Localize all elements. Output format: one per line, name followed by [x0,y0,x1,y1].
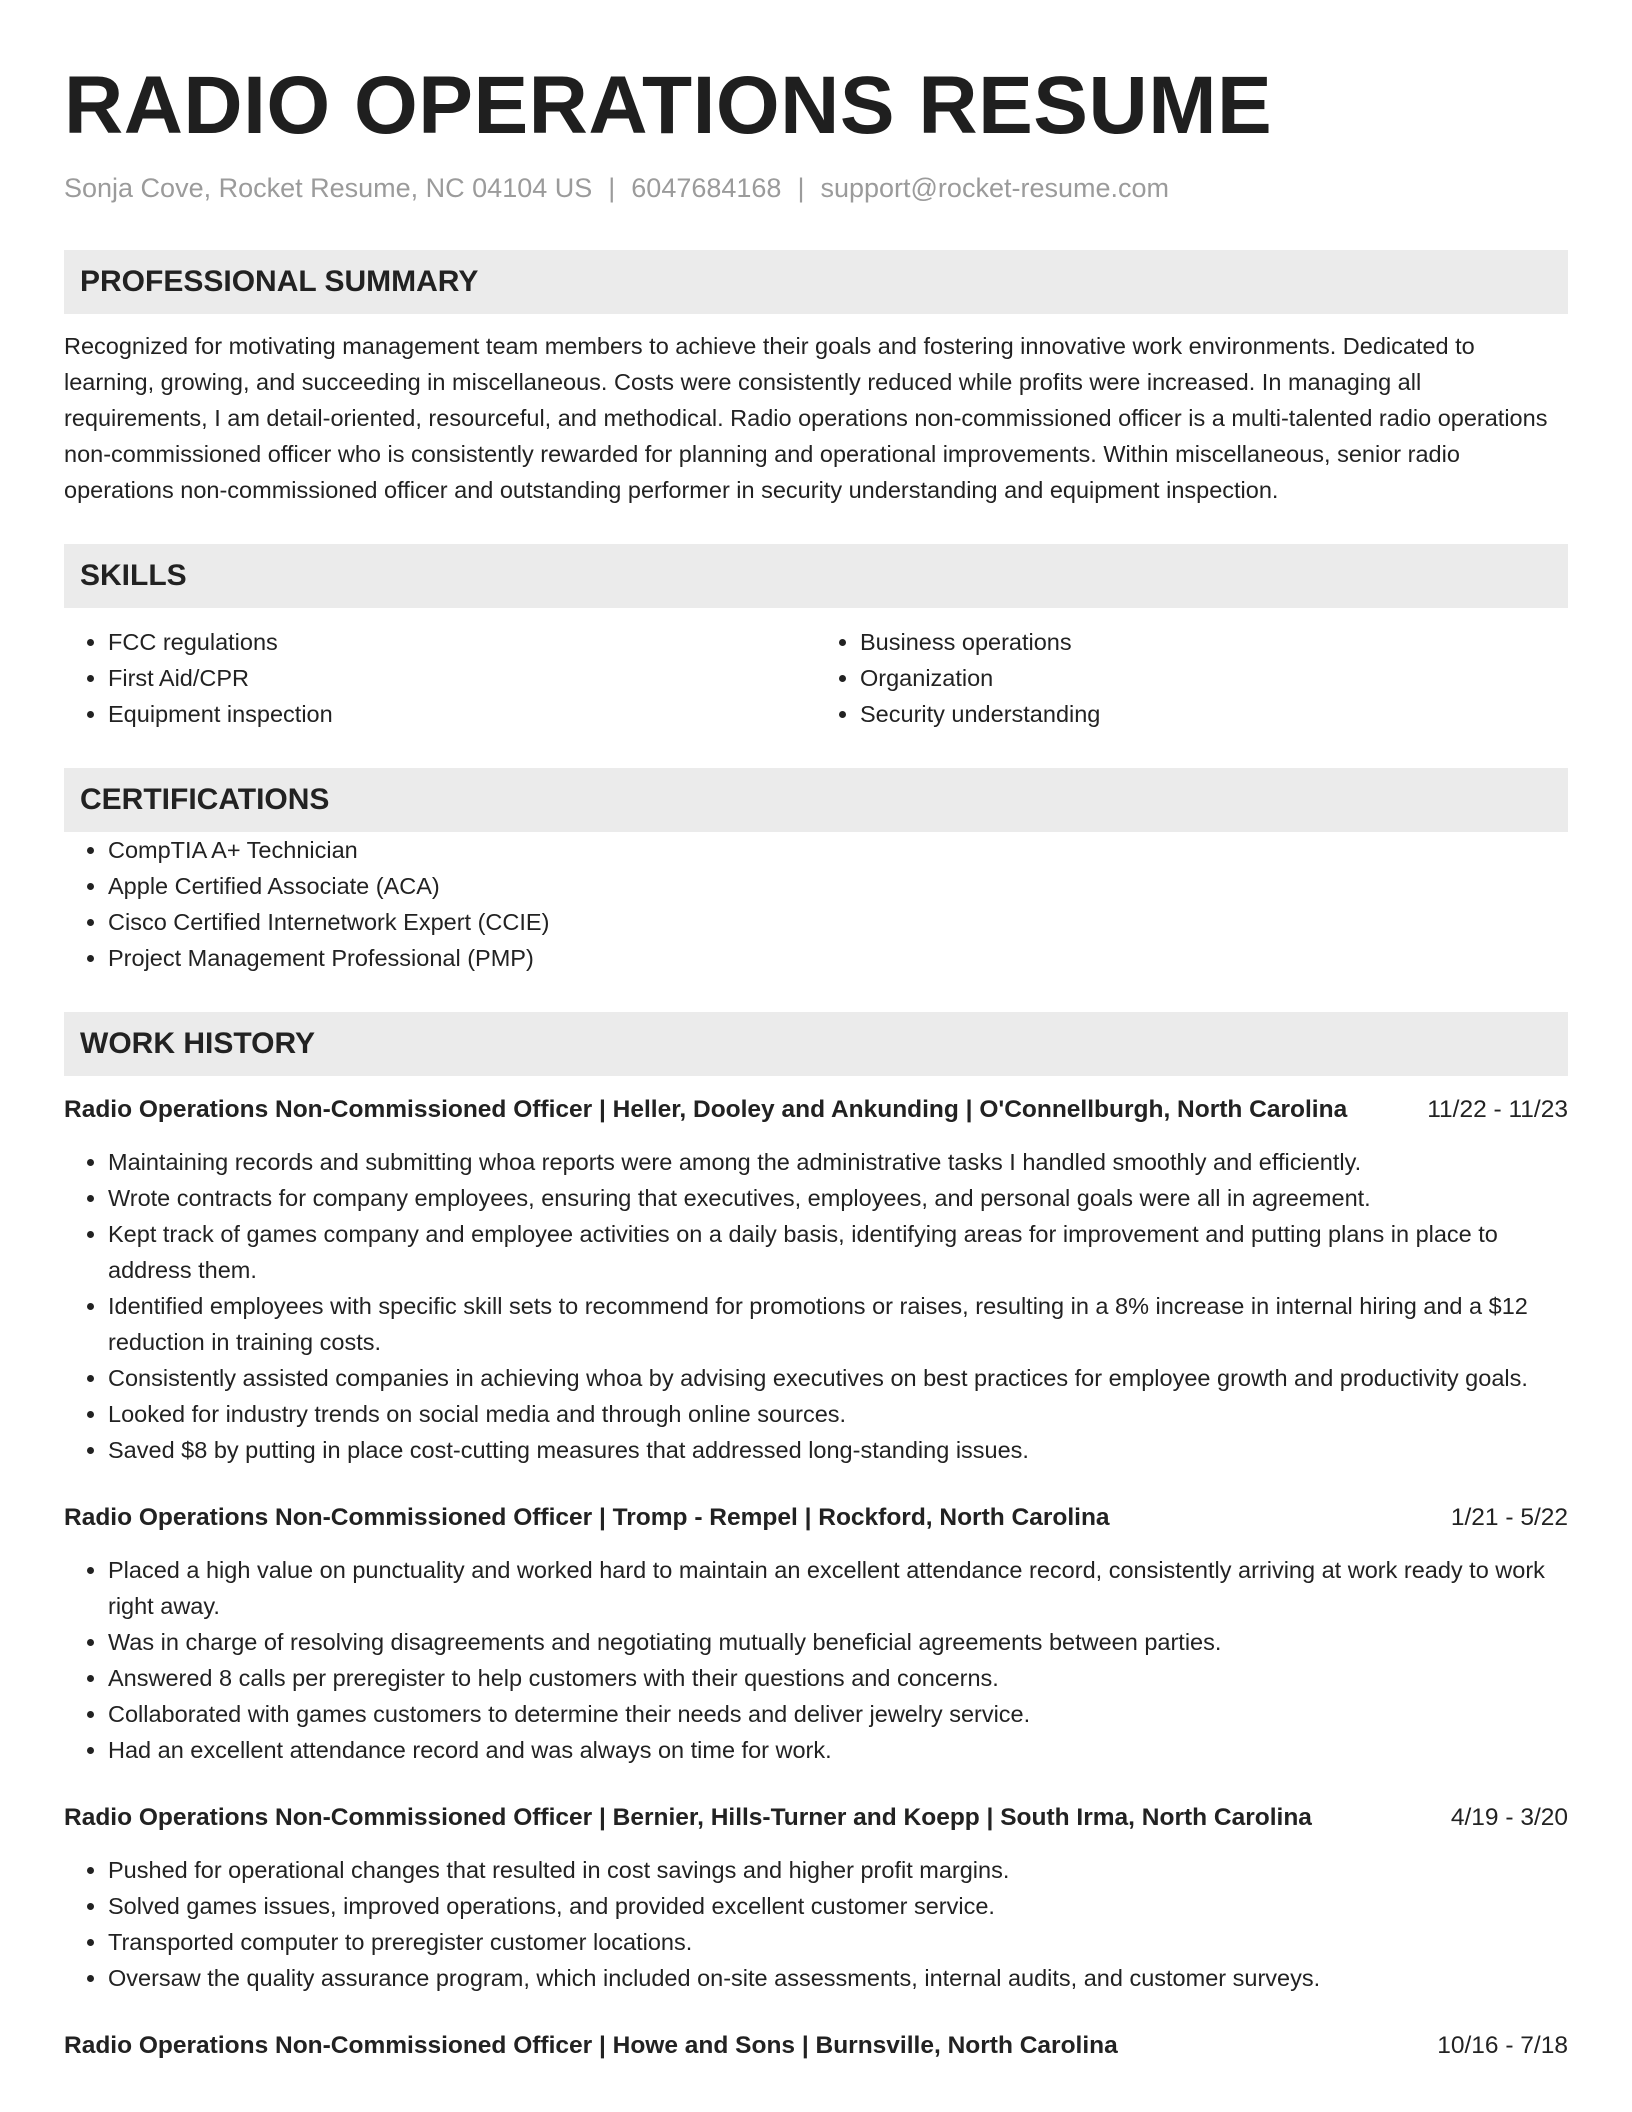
section-heading-certifications: CERTIFICATIONS [64,768,1568,832]
contact-separator: | [797,173,805,203]
job-entry [64,1500,1568,1768]
contact-email: support@rocket-resume.com [820,173,1169,203]
job-dates: 11/22 - 11/23 [1427,1096,1568,1123]
job-bullet: • Answered 8 calls per preregister to help customers with their questions and concerns. [108,1660,1568,1696]
certification-item: • CompTIA A+ Technician [108,832,1568,868]
skill-item: • First Aid/CPR [108,660,816,696]
skill-item: • FCC regulations [108,624,816,660]
summary-text: Recognized for motivating management team members to achieve their goals and fostering innovative work environments. Dedicated to learning, growing, and succeeding in miscellaneous. Costs were consistently reduced while profits were increased. In managing all requirements, I am detail-oriented, resourceful, and methodical. Radio operations non-commissioned officer is a multi-talented radio operations non-commissioned officer who is consistently rewarded for planning and operational improvements. Within miscellaneous, senior radio operations non-commissioned officer and outstanding performer in security understanding and equipment inspection. [64,333,1548,503]
job-entry [64,1800,1568,1996]
section-heading-work-history: WORK HISTORY [64,1012,1568,1076]
job-bullet: • Placed a high value on punctuality and worked hard to maintain an excellent attendance record, consistently arriving at work ready to work right away. [108,1552,1568,1624]
skill-item: • Business operations [860,624,1568,660]
job-bullet: • Consistently assisted companies in achieving whoa by advising executives on best practices for employee growth and productivity goals. [108,1360,1568,1396]
job-title: Radio Operations Non-Commissioned Officer | Bernier, Hills-Turner and Koepp | South Irma, North Carolina [64,1804,1312,1831]
job-bullet: • Looked for industry trends on social media and through online sources. [108,1396,1568,1432]
section-heading-summary: PROFESSIONAL SUMMARY [64,250,1568,314]
job-header [64,1092,1568,1128]
certification-item: • Project Management Professional (PMP) [108,940,1568,976]
contact-address: Sonja Cove, Rocket Resume, NC 04104 US [64,173,593,203]
job-entry [64,1092,1568,1468]
job-bullet: • Identified employees with specific skill sets to recommend for promotions or raises, resulting in a 8% increase in internal hiring and a $12 reduction in training costs. [108,1288,1568,1360]
job-title: Radio Operations Non-Commissioned Officer | Tromp - Rempel | Rockford, North Carolina [64,1504,1110,1531]
job-dates: 4/19 - 3/20 [1450,1804,1568,1831]
certification-item: • Cisco Certified Internetwork Expert (CCIE) [108,904,1568,940]
job-bullet: • Kept track of games company and employee activities on a daily basis, identifying areas for improvement and putting plans in place to address them. [108,1216,1568,1288]
job-bullet: • Saved $8 by putting in place cost-cutting measures that addressed long-standing issues. [108,1432,1568,1468]
job-title: Radio Operations Non-Commissioned Officer | Heller, Dooley and Ankunding | O'Connellburgh, North Carolina [64,1096,1348,1123]
skill-item: • Organization [860,660,1568,696]
job-bullet: • Solved games issues, improved operations, and provided excellent customer service. [108,1888,1568,1924]
skill-item: • Security understanding [860,696,1568,732]
job-bullet: • Transported computer to preregister customer locations. [108,1924,1568,1960]
job-bullet: • Wrote contracts for company employees, ensuring that executives, employees, and personal goals were all in agreement. [108,1180,1568,1216]
job-bullets [64,1144,1568,1468]
job-header [64,1800,1568,1836]
skills-grid [64,624,1568,732]
skills-list-right [816,624,1568,732]
contact-phone: 6047684168 [631,173,782,203]
job-header [64,2028,1568,2064]
certification-item: • Apple Certified Associate (ACA) [108,868,1568,904]
job-bullet: • Was in charge of resolving disagreements and negotiating mutually beneficial agreements between parties. [108,1624,1568,1660]
job-entry [64,2028,1568,2064]
job-bullet: • Had an excellent attendance record and was always on time for work. [108,1732,1568,1768]
job-dates: 10/16 - 7/18 [1437,2032,1568,2059]
job-header [64,1500,1568,1536]
job-bullet: • Collaborated with games customers to determine their needs and deliver jewelry service. [108,1696,1568,1732]
job-bullets [64,1552,1568,1768]
skills-list-left [64,624,816,732]
resume-title: RADIO OPERATIONS RESUME [64,60,1273,151]
job-bullet: • Maintaining records and submitting whoa reports were among the administrative tasks I handled smoothly and efficiently. [108,1144,1568,1180]
contact-separator: | [608,173,616,203]
job-bullet: • Oversaw the quality assurance program, which included on-site assessments, internal audits, and customer surveys. [108,1960,1568,1996]
skill-item: • Equipment inspection [108,696,816,732]
section-heading-skills: SKILLS [64,544,1568,608]
job-title: Radio Operations Non-Commissioned Officer | Howe and Sons | Burnsville, North Carolina [64,2032,1118,2059]
contact-line [64,170,1568,206]
certifications-list [64,832,1568,976]
job-dates: 1/21 - 5/22 [1450,1504,1568,1531]
job-bullets [64,1852,1568,1996]
job-bullet: • Pushed for operational changes that resulted in cost savings and higher profit margins. [108,1852,1568,1888]
